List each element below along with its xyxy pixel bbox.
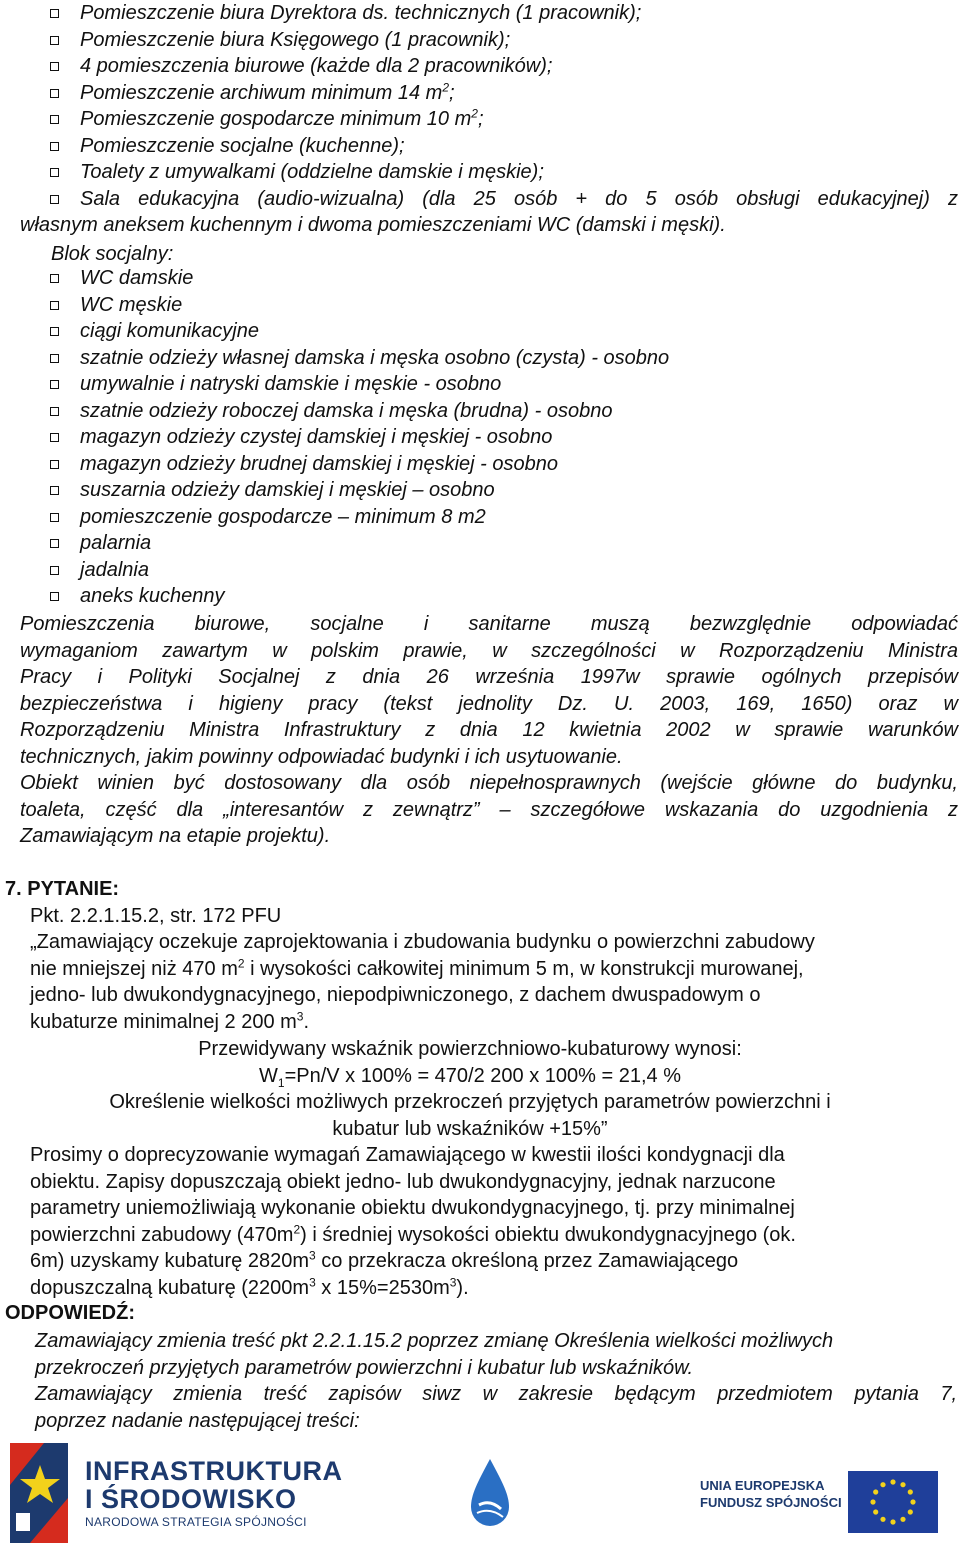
list-item: palarnia: [0, 530, 669, 557]
social-block-label: Blok socjalny:: [51, 243, 174, 265]
list-item: Pomieszczenie gospodarcze minimum 10 $m^2$;: [0, 106, 958, 133]
checkbox-bullet-icon: [50, 566, 59, 575]
office-rooms-list: [0, 0, 958, 239]
list-item: szatnie odzieży roboczej damska i męska (brudna) - osobno: [0, 398, 669, 425]
requirements-paragraph: [20, 611, 958, 770]
list-item-continuation: własnym aneksem kuchennym i dwoma pomieszczeniami WC (damski i męski).: [20, 214, 726, 236]
list-item: jadalnia: [0, 557, 669, 584]
checkbox-bullet-icon: [50, 62, 59, 71]
request-line: dopuszczalną kubaturę ($2200m^3$ x $15\%=2530m^3$).: [30, 1274, 469, 1299]
answer-body: [35, 1328, 957, 1434]
centered-formula-block: [30, 1036, 910, 1142]
list-item: aneks kuchenny: [0, 583, 669, 610]
paragraph-line: Rozporządzeniu Ministra Infrastruktury z dnia 12 kwietnia 2002 w sprawie warunków: [20, 719, 958, 741]
checkbox-bullet-icon: [50, 539, 59, 548]
list-item: Pomieszczenie archiwum minimum 14 $m^2$;: [0, 80, 958, 107]
logo-text: INFRASTRUKTURA: [85, 1456, 343, 1486]
checkbox-bullet-icon: [50, 89, 59, 98]
list-item: suszarnia odzieży damskiej i męskiej – osobno: [0, 477, 669, 504]
checkbox-bullet-icon: [50, 115, 59, 124]
request-line: obiektu. Zapisy dopuszczają obiekt jedno- lub dwukondygnacyjny, jednak narzucone: [30, 1170, 776, 1193]
eu-label-line: UNIA EUROPEJSKA: [700, 1478, 825, 1493]
social-block-list: [0, 265, 669, 610]
paragraph-line: toaleta, część dla „interesantów z zewnątrz” – szczegółowe wskazania do uzgodnienia z: [20, 798, 958, 821]
quote-line: „Zamawiający oczekuje zaprojektowania i zbudowania budynku o powierzchni zabudowy: [30, 931, 815, 953]
checkbox-bullet-icon: [50, 433, 59, 442]
checkbox-bullet-icon: [50, 327, 59, 336]
answer-line: Zamawiający zmienia treść zapisów siwz w zakresie będącym przedmiotem pytania 7,: [35, 1383, 957, 1405]
request-line: Prosimy o doprecyzowanie wymagań Zamawiającego w kwestii ilości kondygnacji dla: [30, 1144, 785, 1166]
eu-label: [700, 1477, 842, 1511]
answer-line: poprzez nadanie następującej treści:: [35, 1409, 360, 1432]
paragraph-line: wymaganiom zawartym w polskim prawie, w szczególności w Rozporządzeniu Ministra: [20, 639, 958, 662]
list-item: WC damskie: [0, 265, 669, 292]
logo-text: I ŚRODOWISKO: [85, 1484, 297, 1514]
question-reference: Pkt. 2.2.1.15.2, str. 172 PFU: [30, 905, 282, 927]
program-star-logo: [10, 1443, 68, 1543]
list-item: Sala edukacyjna (audio-wizualna) (dla 25 osób + do 5 osób obsługi edukacyjnej) z: [0, 186, 958, 213]
tolerance-line: kubatur lub wskaźników +15%”: [332, 1117, 608, 1140]
answer-line: Zamawiający zmienia treść pkt 2.2.1.15.2 poprzez zmianę Określenia wielkości możliwych: [35, 1330, 834, 1352]
checkbox-bullet-icon: [50, 513, 59, 522]
eu-label-line: FUNDUSZ SPÓJNOŚCI: [700, 1495, 842, 1510]
list-item: Toalety z umywalkami (oddzielne damskie i męskie);: [0, 159, 958, 186]
formula-intro: Przewidywany wskaźnik powierzchniowo-kubaturowy wynosi:: [198, 1038, 742, 1060]
request-line: 6m) uzyskamy kubaturę $2820m^3$ co przekracza określoną przez Zamawiającego: [30, 1248, 739, 1272]
logo-text: NARODOWA STRATEGIA SPÓJNOŚCI: [85, 1515, 307, 1529]
checkbox-bullet-icon: [50, 486, 59, 495]
list-item: pomieszczenie gospodarcze – minimum 8 m2: [0, 504, 669, 531]
checkbox-bullet-icon: [50, 380, 59, 389]
quote-line: nie mniejszej niż 470 $m^2$ i wysokości całkowitej minimum 5 m, w konstrukcji murowanej,: [30, 955, 804, 980]
list-item: Pomieszczenie biura Księgowego (1 pracownik);: [0, 27, 958, 54]
water-drop-logo: [465, 1455, 515, 1535]
infrastruktura-logo: [85, 1457, 342, 1529]
eu-flag-icon: [848, 1471, 938, 1533]
paragraph-line: bezpieczeństwa i higieny pracy (tekst jednolity Dz. U. 2003, 169, 1650) oraz w: [20, 692, 958, 715]
question-quote: [30, 929, 940, 1035]
request-line: powierzchni zabudowy $(470m^2)$ i średniej wysokości obiektu dwukondygnacyjnego (ok.: [30, 1221, 796, 1246]
checkbox-bullet-icon: [50, 195, 59, 204]
list-item: Pomieszczenie biura Dyrektora ds. technicznych (1 pracownik);: [0, 0, 958, 27]
list-item: magazyn odzieży brudnej damskiej i męskiej - osobno: [0, 451, 669, 478]
quote-line: kubaturze minimalnej 2 200 $m^3$.: [30, 1008, 310, 1033]
checkbox-bullet-icon: [50, 592, 59, 601]
list-item: ciągi komunikacyjne: [0, 318, 669, 345]
paragraph-line: Pomieszczenia biurowe, socjalne i sanitarne muszą bezwzględnie odpowiadać: [20, 613, 958, 635]
paragraph-line: Zamawiającym na etapie projektu).: [20, 825, 331, 847]
footer-logos: [0, 1435, 960, 1545]
checkbox-bullet-icon: [50, 274, 59, 283]
accessibility-paragraph: [20, 770, 958, 850]
question-request: [30, 1142, 940, 1301]
list-item: WC męskie: [0, 292, 669, 319]
checkbox-bullet-icon: [50, 354, 59, 363]
checkbox-bullet-icon: [50, 460, 59, 469]
checkbox-bullet-icon: [50, 36, 59, 45]
question-heading: 7. PYTANIE:: [5, 878, 120, 900]
quote-line: jedno- lub dwukondygnacyjnego, niepodpiwniczonego, z dachem dwuspadowym o: [30, 984, 761, 1006]
request-line: parametry uniemożliwiają wykonanie obiektu dwukondygnacyjnego, tj. przy minimalnej: [30, 1197, 795, 1219]
list-item: magazyn odzieży czystej damskiej i męskiej - osobno: [0, 424, 669, 451]
tolerance-line: Określenie wielkości możliwych przekroczeń przyjętych parametrów powierzchni i: [109, 1091, 831, 1113]
checkbox-bullet-icon: [50, 168, 59, 177]
answer-heading: ODPOWIEDŹ:: [5, 1302, 135, 1324]
checkbox-bullet-icon: [50, 142, 59, 151]
checkbox-bullet-icon: [50, 407, 59, 416]
paragraph-line: Obiekt winien być dostosowany dla osób niepełnosprawnych (wejście główne do budynku,: [20, 772, 958, 794]
paragraph-line: Pracy i Polityki Socjalnej z dnia 26 września 1997w sprawie ogólnych przepisów: [20, 666, 958, 688]
list-item: umywalnie i natryski damskie i męskie - osobno: [0, 371, 669, 398]
list-item: Pomieszczenie socjalne (kuchenne);: [0, 133, 958, 160]
checkbox-bullet-icon: [50, 9, 59, 18]
paragraph-line: technicznych, jakim powinny odpowiadać budynki i ich usytuowanie.: [20, 745, 623, 768]
list-item: szatnie odzieży własnej damska i męska osobno (czysta) - osobno: [0, 345, 669, 372]
list-item: 4 pomieszczenia biurowe (każde dla 2 pracowników);: [0, 53, 958, 80]
answer-line: przekroczeń przyjętych parametrów powierzchni i kubatur lub wskaźników.: [35, 1356, 694, 1379]
formula: $W_1=Pn/V$ x 100% = 470/2 200 x 100% = 21,4 %: [259, 1064, 681, 1090]
checkbox-bullet-icon: [50, 301, 59, 310]
